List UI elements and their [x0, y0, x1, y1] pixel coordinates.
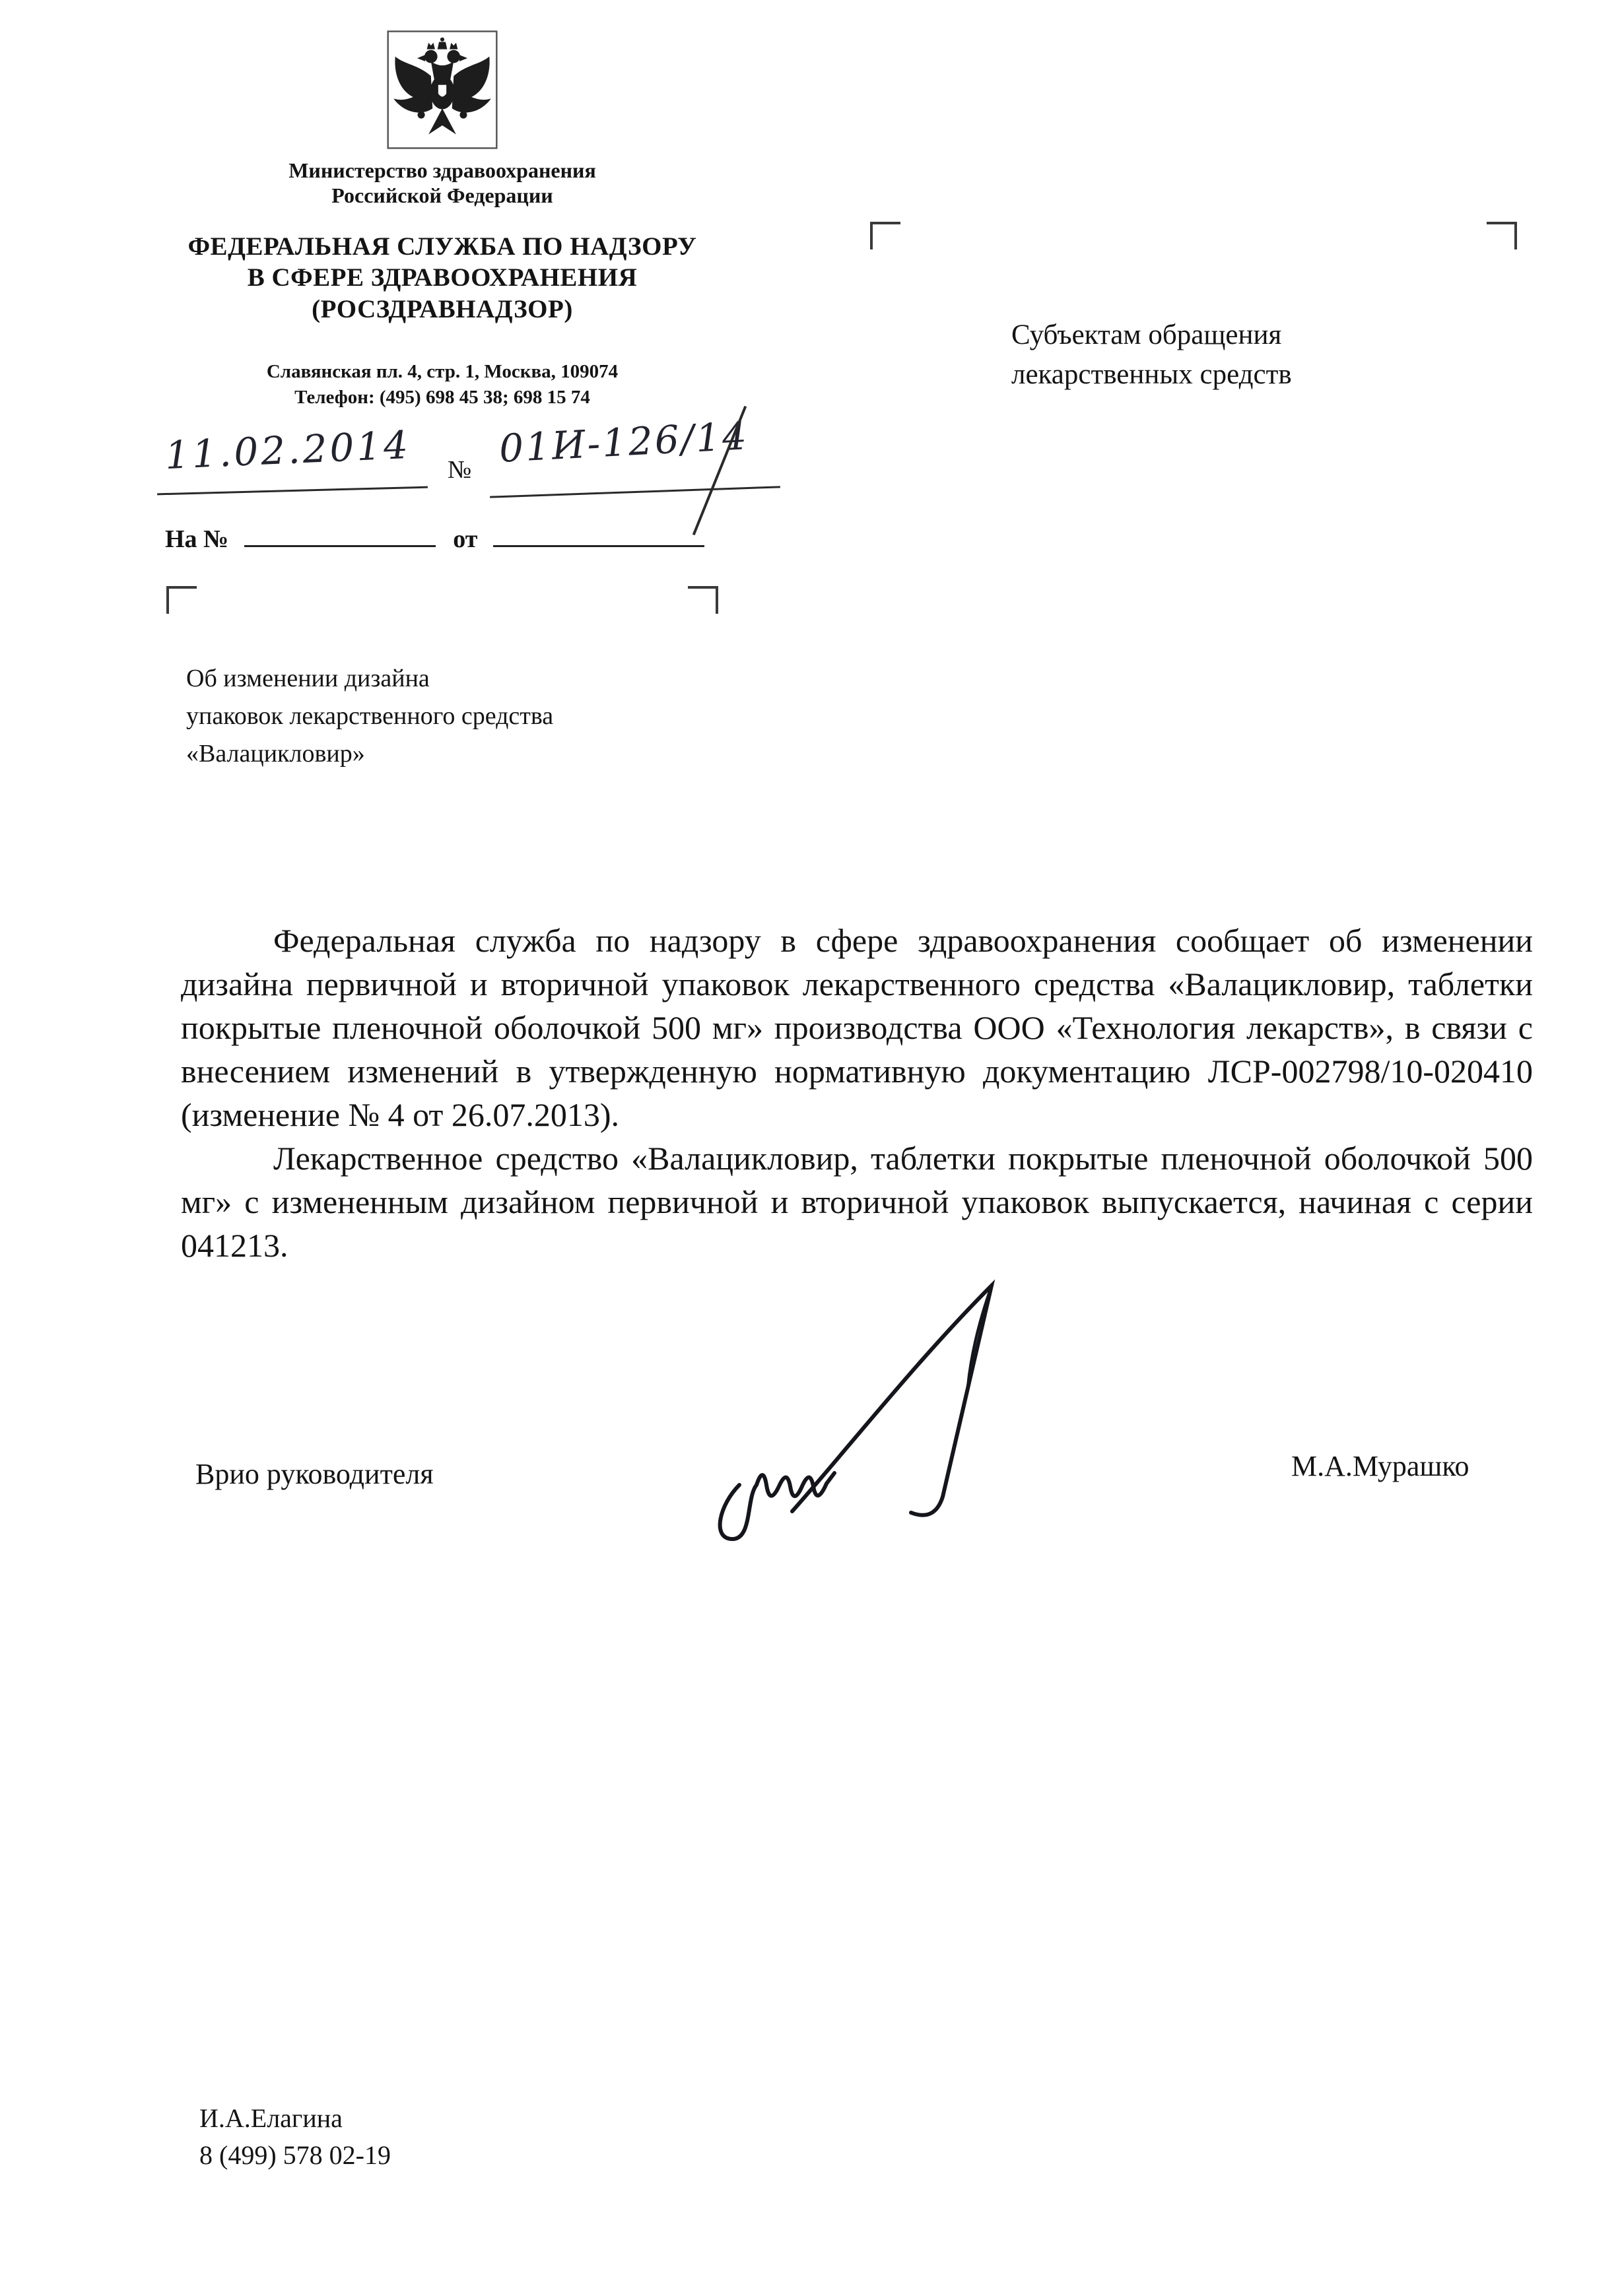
outgoing-number-handwritten: 01И-126/14 — [498, 413, 750, 471]
reply-date-blank — [493, 521, 704, 547]
subject-corner-mark-right — [688, 586, 718, 614]
signer-name: М.А.Мурашко — [1291, 1450, 1469, 1482]
ministry-name-line1: Министерство здравоохранения — [288, 158, 596, 182]
subject-line3: «Валацикловир» — [186, 740, 365, 768]
executor-phone: 8 (499) 578 02-19 — [199, 2140, 391, 2170]
body-paragraph-2: Лекарственное средство «Валацикловир, таблетки покрытые пленочной оболочкой 500 мг» с измененным дизайном первичной и вторичной упаковок выпускается, начиная с серии 041213. — [181, 1140, 1533, 1264]
date-underline — [157, 486, 428, 496]
subject-line1: Об изменении дизайна — [186, 665, 430, 692]
agency-contact-block — [152, 359, 733, 410]
signer-position: Врио руководителя — [195, 1458, 434, 1490]
reply-number-label: На № — [165, 525, 229, 553]
letter-body — [181, 919, 1533, 1267]
executor-block — [199, 2100, 391, 2174]
number-underline — [490, 486, 780, 498]
addressee-corner-mark-left — [870, 222, 900, 249]
russian-coat-of-arms-icon — [386, 26, 499, 153]
agency-phone: Телефон: (495) 698 45 38; 698 15 74 — [294, 387, 590, 409]
outgoing-date-handwritten: 11.02.2014 — [164, 422, 412, 478]
agency-name-line1: ФЕДЕРАЛЬНАЯ СЛУЖБА ПО НАДЗОРУ — [187, 232, 697, 261]
subject-block — [186, 660, 714, 773]
signature-autograph-icon — [693, 1267, 1076, 1571]
agency-address: Славянская пл. 4, стр. 1, Москва, 109074 — [266, 361, 619, 383]
agency-name-line3: (РОСЗДРАВНАДЗОР) — [312, 294, 573, 323]
subject-line2: упаковок лекарственного средства — [186, 702, 554, 730]
number-sign: № — [448, 456, 472, 484]
agency-name-line2: В СФЕРЕ ЗДРАВООХРАНЕНИЯ — [247, 263, 638, 292]
addressee-block — [1011, 315, 1473, 395]
executor-name: И.А.Елагина — [199, 2103, 343, 2133]
agency-name — [152, 231, 733, 325]
letterhead — [152, 26, 733, 411]
reply-from-label: от — [453, 525, 478, 553]
reply-reference-row — [165, 521, 704, 554]
addressee-corner-mark-right — [1487, 222, 1517, 249]
subject-corner-mark-left — [166, 586, 197, 614]
addressee-line1: Субъектам обращения — [1011, 319, 1282, 350]
addressee-line2: лекарственных средств — [1011, 359, 1292, 391]
body-paragraph-1: Федеральная служба по надзору в сфере здравоохранения сообщает об изменении дизайна первичной и вторичной упаковок лекарственного средства «Валацикловир, таблетки покрытые пленочной оболочкой 500 мг» производства ООО «Технология лекарств», в связи с внесением изменений в утвержденную нормативную документацию ЛСР-002798/10-020410 (изменение № 4 от 26.07.2013). — [181, 922, 1533, 1133]
ministry-name-line2: Российской Федерации — [331, 183, 553, 207]
reply-number-blank — [244, 521, 436, 547]
ministry-name — [152, 158, 733, 209]
